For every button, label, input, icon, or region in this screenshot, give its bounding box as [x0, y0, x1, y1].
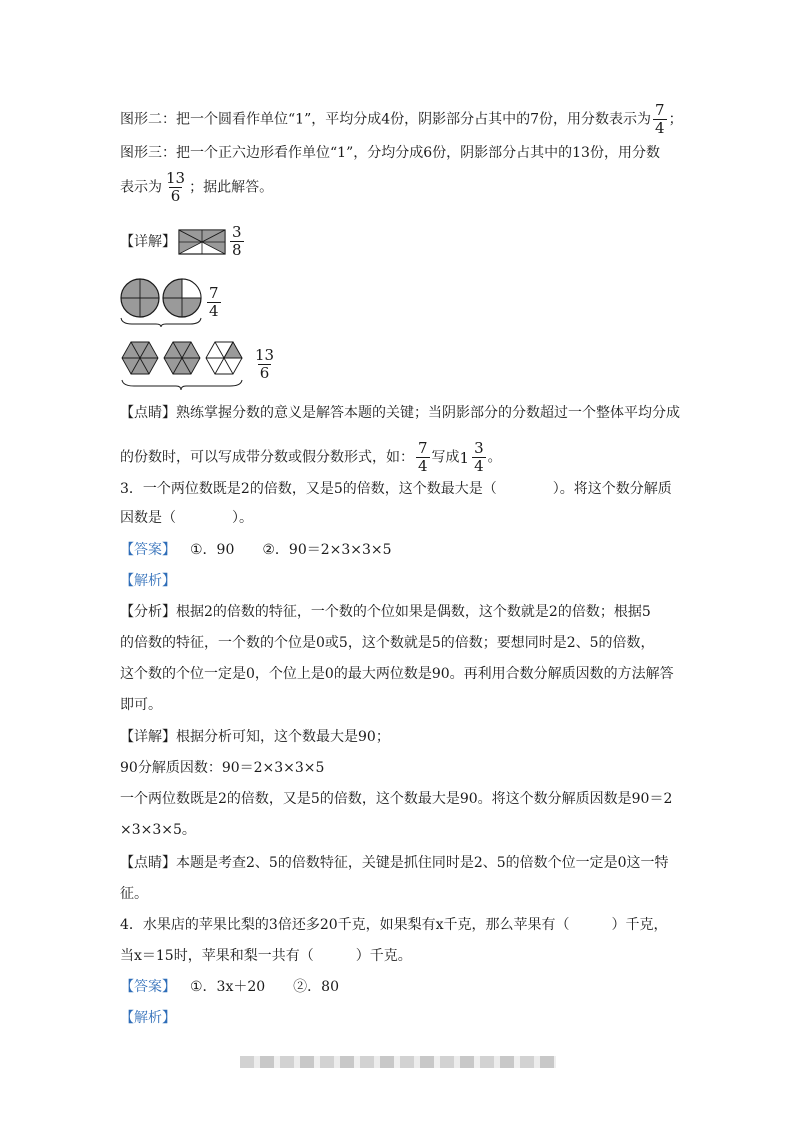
- q3-analysis-tag: 【解析】: [120, 573, 176, 589]
- q3-detail-4: ×3×3×5。: [120, 822, 196, 838]
- detail-tag: 【详解】: [120, 234, 176, 250]
- q4-analysis-tag: 【解析】: [120, 1010, 176, 1026]
- q3-fenxi-1: 【分析】根据2的倍数的特征，一个数的个位如果是偶数，这个数就是2的倍数；根据5: [120, 604, 651, 620]
- q3-detail-1: 【详解】根据分析可知，这个数最大是90；: [120, 729, 390, 745]
- q3-fenxi-4: 即可。: [120, 697, 162, 713]
- shape3-line2: 表示为 $\frac{13}{6}$ ；据此解答。: [120, 169, 274, 205]
- tip1-line2: 的份数时，可以写成带分数或假分数形式，如： $\frac{7}{4}$ 写成 1 $\frac{3}{4}$ 。: [120, 439, 502, 475]
- q4-line1: 4．水果店的苹果比梨的3倍还多20千克，如果梨有x千克，那么苹果有（ ）千克，: [120, 917, 668, 933]
- footer-watermark: [240, 1056, 556, 1068]
- shape2-text: 图形二：把一个圆看作单位“1”，平均分成4份，阴影部分占其中的7份，用分数表示为: [120, 111, 652, 128]
- circles-figure: [118, 278, 206, 328]
- hexagons-figure: [118, 338, 252, 396]
- q4-answer: 【答案】 ①．3x＋20 ②．80: [120, 979, 339, 995]
- q3-tip-2: 征。: [120, 886, 148, 902]
- rectangle-figure: [178, 229, 226, 255]
- shape2-line: 图形二：把一个圆看作单位“1”，平均分成4份，阴影部分占其中的7份，用分数表示为 $\frac{7}{4}$ ；: [120, 101, 683, 137]
- q3-detail-2: 90分解质因数：90＝2×3×3×5: [120, 760, 325, 776]
- tip1-fraction: $\frac{7}{4}$: [418, 439, 428, 475]
- q4-line2: 当x＝15时，苹果和梨一共有（ ）千克。: [120, 948, 412, 964]
- shape3-line1: 图形三：把一个正六边形看作单位“1”，分均分成6份，阴影部分占其中的13份，用分数: [120, 145, 660, 161]
- tip1-line1: 【点睛】熟练掌握分数的意义是解答本题的关键；当阴影部分的分数超过一个整体平均分成: [120, 405, 680, 421]
- q3-fenxi-2: 的倍数的特征，一个数的个位是0或5，这个数就是5的倍数；要想同时是2、5的倍数，: [120, 635, 655, 651]
- shape3-fraction: $\frac{13}{6}$: [166, 169, 186, 205]
- q3-answer: 【答案】 ①．90 ②．90＝2×3×3×5: [120, 542, 392, 558]
- q3-line2: 因数是（ ）。: [120, 510, 253, 526]
- rectangle-fraction: $\frac{3}{8}$: [232, 223, 242, 259]
- shape2-fraction: $\frac{7}{4}$: [655, 101, 665, 137]
- circles-fraction: $\frac{7}{4}$: [209, 284, 219, 320]
- q3-detail-3: 一个两位数既是2的倍数，又是5的倍数，这个数最大是90。将这个数分解质因数是90＝2: [120, 791, 673, 807]
- q3-tip-1: 【点睛】本题是考查2、5的倍数特征，关键是抓住同时是2、5的倍数个位一定是0这一特: [120, 855, 669, 871]
- hexagons-fraction: $\frac{13}{6}$: [255, 346, 275, 382]
- tip1-mixed-number: 1 $\frac{3}{4}$: [459, 439, 484, 475]
- q3-fenxi-3: 这个数的个位一定是0，个位上是0的最大两位数是90。再利用合数分解质因数的方法解答: [120, 666, 674, 682]
- q3-line1: 3．一个两位数既是2的倍数，又是5的倍数，这个数最大是（ ）。将这个数分解质: [120, 481, 672, 497]
